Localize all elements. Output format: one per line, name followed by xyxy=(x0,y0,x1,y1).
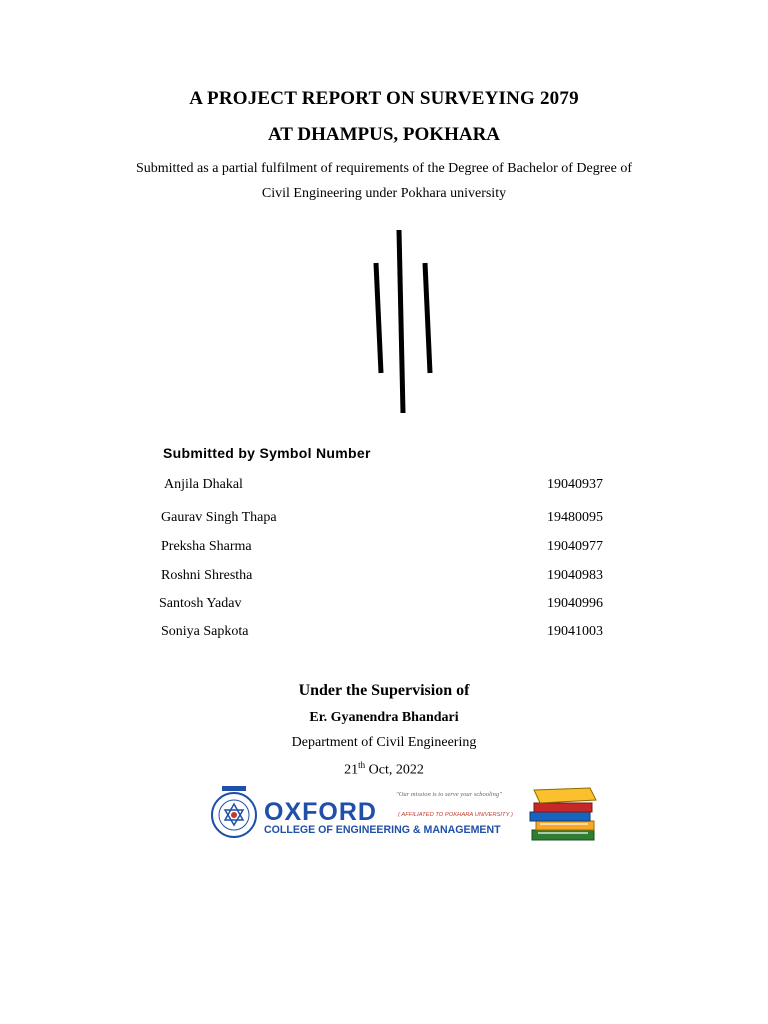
student-name: Roshni Shrestha xyxy=(161,568,253,583)
report-subtitle-line-2: Civil Engineering under Pokhara university xyxy=(261,186,507,201)
student-name: Santosh Yadav xyxy=(159,596,242,611)
student-name: Soniya Sapkota xyxy=(161,624,249,639)
department-name: Department of Civil Engineering xyxy=(291,735,477,750)
student-name: Anjila Dhakal xyxy=(164,477,243,492)
college-tagline: "Our mission is to serve your schooling" xyxy=(396,791,502,798)
symbol-number: 19040983 xyxy=(547,568,603,583)
submitted-by-heading: Submitted by Symbol Number xyxy=(163,445,371,461)
student-name: Gaurav Singh Thapa xyxy=(161,510,277,525)
decorative-bars-graphic xyxy=(360,225,450,420)
report-title-line-1: A PROJECT REPORT ON SURVEYING 2079 xyxy=(189,88,579,109)
date-day: 21 xyxy=(344,762,359,778)
college-logo-banner xyxy=(208,786,600,842)
bar-middle xyxy=(399,230,403,413)
report-title-line-2: AT DHAMPUS, POKHARA xyxy=(267,124,501,145)
symbol-number: 19040996 xyxy=(547,596,603,611)
college-affiliation: ( AFFILIATED TO POKHARA UNIVERSITY ) xyxy=(398,812,513,818)
college-name-wordmark: OXFORD xyxy=(264,798,377,826)
supervision-heading: Under the Supervision of xyxy=(298,682,470,699)
symbol-number: 19480095 xyxy=(547,510,603,525)
symbol-number: 19040977 xyxy=(547,539,603,554)
books-stack-icon xyxy=(528,786,600,842)
date-rest: Oct, 2022 xyxy=(365,762,424,778)
student-name: Preksha Sharma xyxy=(161,539,252,554)
college-full-name: COLLEGE OF ENGINEERING & MANAGEMENT xyxy=(264,824,501,836)
report-subtitle-line-1: Submitted as a partial fulfilment of requirements of the Degree of Bachelor of Degree of xyxy=(135,161,633,176)
college-seal-icon xyxy=(208,786,260,840)
symbol-number: 19040937 xyxy=(547,477,603,492)
bar-left xyxy=(376,263,381,373)
date-suffix: th xyxy=(358,760,366,770)
submission-date xyxy=(0,760,768,779)
supervisor-name: Er. Gyanendra Bhandari xyxy=(309,710,459,725)
symbol-number: 19041003 xyxy=(547,624,603,639)
bar-right xyxy=(425,263,430,373)
